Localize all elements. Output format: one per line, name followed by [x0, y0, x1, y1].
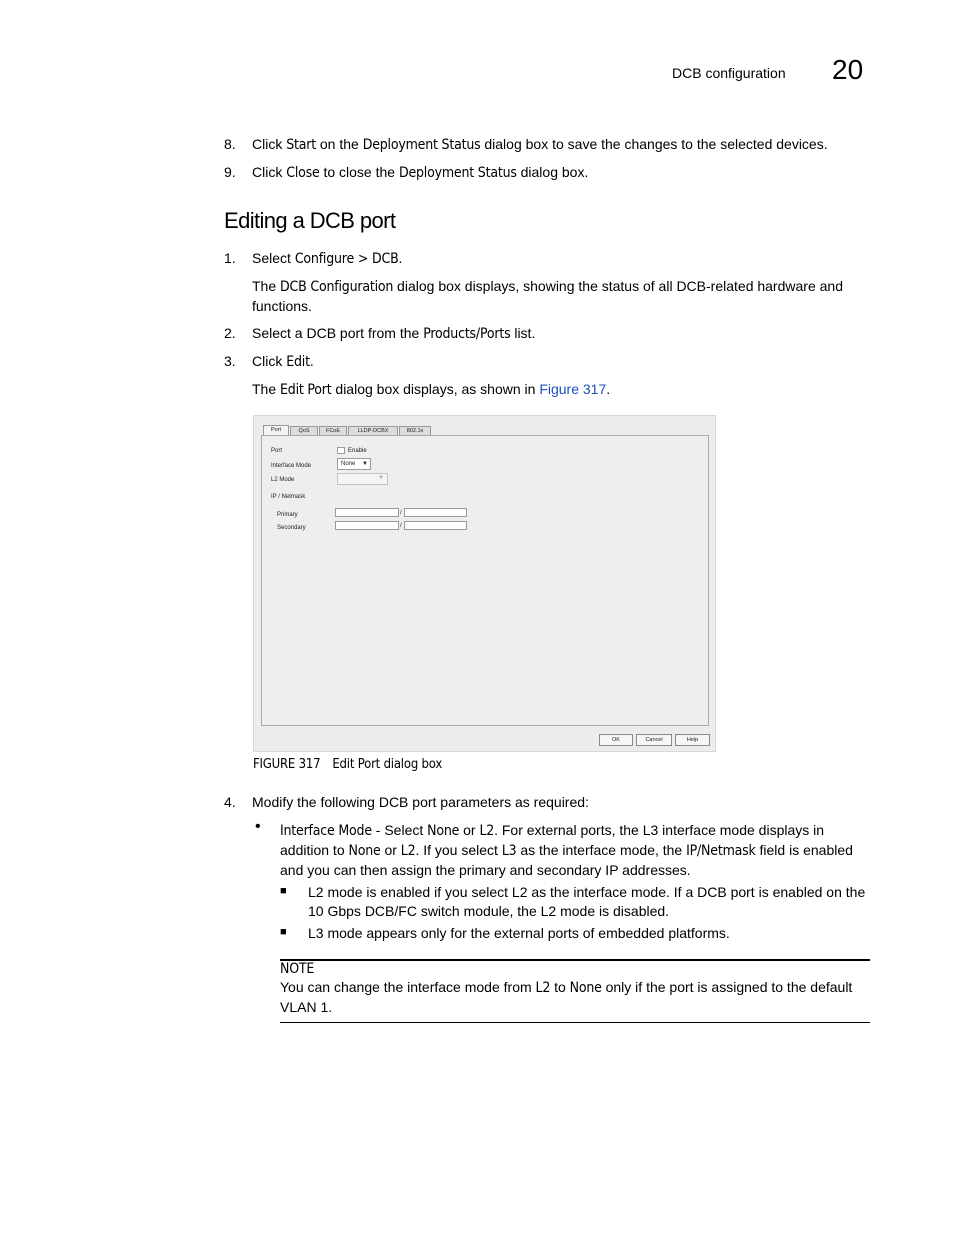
ui-term: L2: [479, 823, 495, 839]
step-text: Click Close to close the Deployment Status dialog box.: [252, 164, 589, 181]
secondary-label: Secondary: [277, 525, 306, 531]
sub-bullet-marker: ■: [280, 926, 287, 938]
ui-term: Configure > DCB: [294, 251, 399, 267]
ui-term: L2: [535, 980, 551, 996]
port-tab-panel: [261, 435, 709, 726]
note-top-rule: [280, 959, 870, 961]
step-number: 9.: [224, 164, 236, 180]
enable-checkbox[interactable]: [337, 447, 345, 454]
interface-mode-value: None: [341, 461, 356, 467]
interface-mode-label: Interface Mode: [271, 463, 312, 469]
figure-title: Edit Port dialog box: [332, 757, 443, 772]
step-text: Select Configure > DCB.: [252, 250, 403, 267]
l2-mode-label: L2 Mode: [271, 477, 295, 483]
l2-mode-select[interactable]: [337, 473, 388, 485]
figure-label: FIGURE 317: [253, 757, 321, 772]
help-button[interactable]: Help: [675, 734, 710, 746]
tab-port[interactable]: Port: [263, 425, 289, 435]
step-text: Modify the following DCB port parameters as required:: [252, 794, 589, 810]
step-1-description: The DCB Configuration dialog box displays, showing the status of all DCB-related hardware and functions.: [252, 278, 843, 314]
step-1: [224, 249, 874, 269]
step-text: Select a DCB port from the Products/Ports list.: [252, 325, 536, 342]
sub-bullet-l3: L3 mode appears only for the external ports of embedded platforms.: [308, 925, 730, 941]
ui-term: None: [427, 823, 460, 839]
step-4: [224, 793, 874, 812]
ui-term: Edit: [286, 354, 310, 370]
tab-fcoe[interactable]: FCoE: [319, 426, 347, 435]
ui-term: Products/Ports: [423, 326, 511, 342]
tab-8021x[interactable]: 802.1x: [399, 426, 431, 435]
interface-mode-select[interactable]: [337, 458, 371, 470]
primary-netmask-input[interactable]: [404, 508, 467, 517]
step-number: 1.: [224, 250, 236, 266]
ui-term: Edit Port: [280, 382, 332, 398]
step-2: [224, 324, 874, 344]
ui-term: Deployment Status: [362, 137, 481, 153]
note-text: You can change the interface mode from L2 to None only if the port is assigned to the default VLAN 1.: [280, 979, 853, 1015]
slash-separator: /: [400, 510, 402, 516]
ui-term: None: [569, 980, 602, 996]
step-8: [224, 135, 874, 155]
secondary-netmask-input[interactable]: [404, 521, 467, 530]
edit-port-dialog: [253, 415, 716, 752]
sub-bullet-l2: L2 mode is enabled if you select L2 as the interface mode. If a DCB port is enabled on the 10 Gbps DCB/FC switch module, the L2 mode is disabled.: [308, 884, 866, 919]
sub-bullet-marker: ■: [280, 885, 287, 897]
ui-term: DCB Configuration: [280, 279, 394, 295]
chevron-down-icon: ▼: [362, 461, 368, 467]
ui-term: Close: [286, 165, 320, 181]
note-bottom-rule: [280, 1022, 870, 1023]
ui-term: Start: [286, 137, 316, 153]
chevron-down-icon: ▼: [378, 475, 384, 481]
ui-term: L3: [501, 843, 517, 859]
port-label: Port: [271, 448, 283, 454]
ui-term: L2: [400, 843, 416, 859]
cancel-button[interactable]: Cancel: [636, 734, 672, 746]
tab-qos[interactable]: QoS: [290, 426, 318, 435]
figure-link[interactable]: Figure 317: [539, 381, 607, 397]
step-number: 8.: [224, 136, 236, 152]
ui-term: None: [348, 843, 381, 859]
step-3-description: The Edit Port dialog box displays, as shown in Figure 317.: [252, 381, 611, 398]
step-text: Click Start on the Deployment Status dialog box to save the changes to the selected devices.: [252, 136, 828, 153]
primary-ip-input[interactable]: [335, 508, 399, 517]
slash-separator: /: [400, 523, 402, 529]
interface-mode-bullet: Interface Mode - Select None or L2. For external ports, the L3 interface mode displays in addition to None or L2. If you select L3 as the interface mode, the IP/Netmask field is enabled and you can then assign the primary and secondary IP addresses.: [280, 822, 853, 878]
step-number: 3.: [224, 353, 236, 369]
step-number: 2.: [224, 325, 236, 341]
bullet-marker: •: [255, 818, 261, 835]
figure-caption: [253, 757, 442, 772]
ip-netmask-label: IP / Netmask: [271, 494, 306, 500]
tab-lldp-dcbx[interactable]: LLDP-DCBX: [348, 426, 398, 435]
chapter-number: 20: [832, 54, 864, 85]
ok-button[interactable]: OK: [599, 734, 633, 746]
step-9: [224, 163, 874, 183]
enable-label: Enable: [348, 448, 367, 454]
step-text: Click Edit.: [252, 353, 314, 370]
step-number: 4.: [224, 794, 236, 810]
secondary-ip-input[interactable]: [335, 521, 399, 530]
note-label: NOTE: [280, 961, 315, 977]
primary-label: Primary: [277, 512, 298, 518]
section-title: Editing a DCB port: [224, 208, 396, 233]
ui-term: Deployment Status: [398, 165, 517, 181]
ui-term: IP/Netmask: [686, 843, 756, 859]
step-3: [224, 352, 874, 372]
ui-term: Interface Mode: [280, 823, 372, 839]
running-header-section: DCB configuration: [672, 65, 786, 81]
